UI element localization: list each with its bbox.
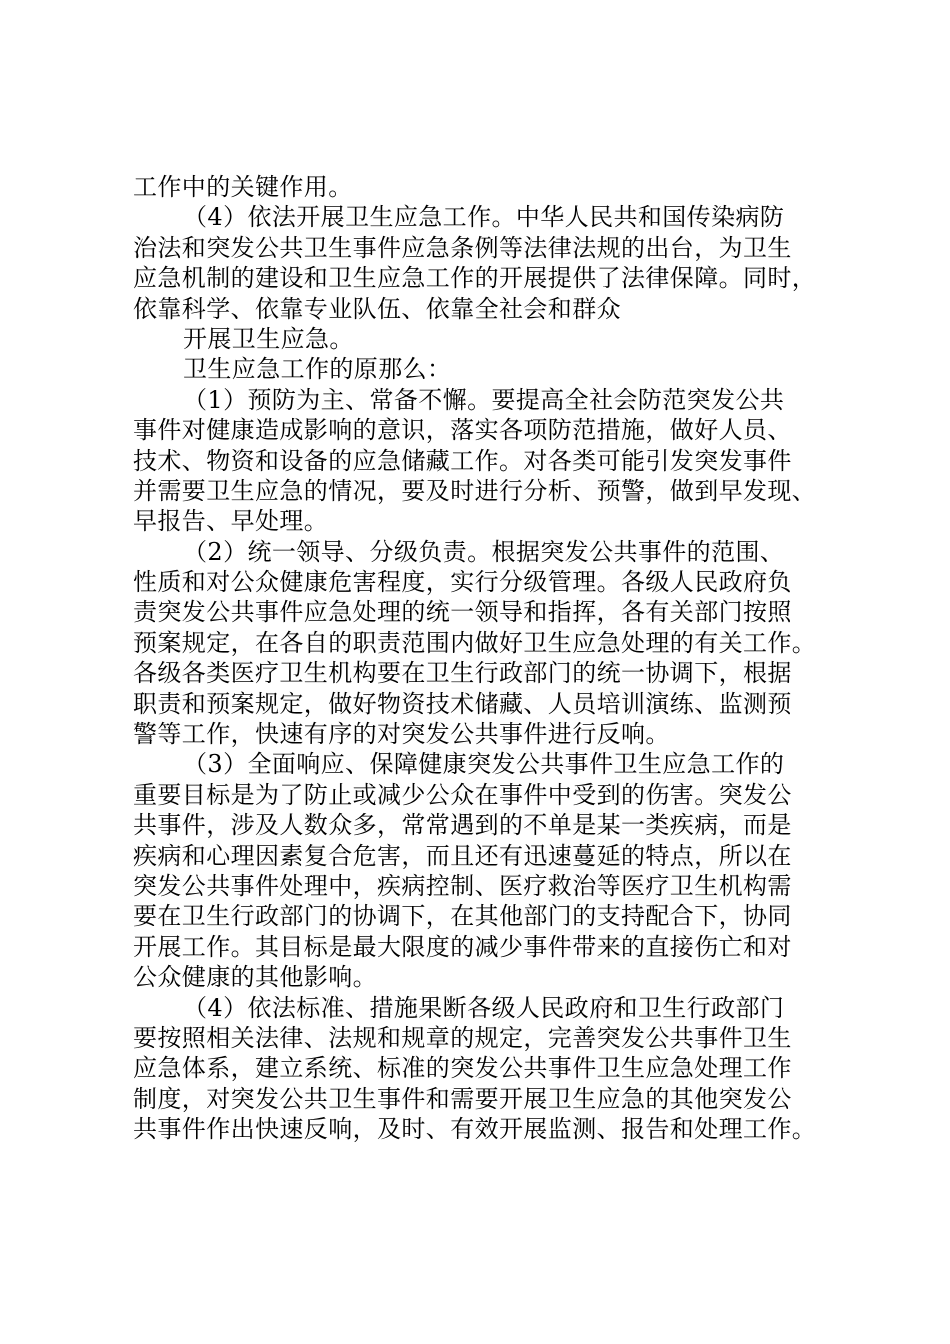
text-line: 要按照相关法律、法规和规章的规定，完善突发公共事件卫生: [133, 1023, 792, 1052]
text-line: 共事件作出快速反响，及时、有效开展监测、报告和处理工作。: [133, 1115, 817, 1144]
text-line: （2）统一领导、分级负责。根据突发公共事件的范围、: [183, 537, 785, 566]
text-line: 各级各类医疗卫生机构要在卫生行政部门的统一协调下，根据: [133, 659, 792, 688]
text-line: 应急机制的建设和卫生应急工作的开展提供了法律保障。同时，: [133, 264, 817, 293]
text-line: 公众健康的其他影响。: [133, 963, 377, 992]
text-line: 责突发公共事件应急处理的统一领导和指挥，各有关部门按照: [133, 598, 792, 627]
text-line: 事件对健康造成影响的意识，落实各项防范措施，做好人员、: [133, 416, 792, 445]
text-line: 应急体系，建立系统、标准的突发公共事件卫生应急处理工作: [133, 1054, 792, 1083]
text-line: 要在卫生行政部门的协调下，在其他部门的支持配合下，协同: [133, 902, 792, 931]
text-line: 开展工作。其目标是最大限度的减少事件带来的直接伤亡和对: [133, 932, 792, 961]
text-line: 职责和预案规定，做好物资技术储藏、人员培训演练、监测预: [133, 689, 792, 718]
document-body: [133, 172, 853, 1145]
text-line: 制度，对突发公共卫生事件和需要开展卫生应急的其他突发公: [133, 1084, 792, 1113]
text-line: 共事件，涉及人数众多，常常遇到的不单是某一类疾病，而是: [133, 811, 792, 840]
text-line: 预案规定，在各自的职责范围内做好卫生应急处理的有关工作。: [133, 628, 817, 657]
text-line: 突发公共事件处理中，疾病控制、医疗救治等医疗卫生机构需: [133, 871, 792, 900]
text-line: 开展卫生应急。: [183, 324, 354, 353]
text-line: 工作中的关键作用。: [133, 173, 353, 201]
text-line: 卫生应急工作的原那么：: [183, 355, 452, 384]
text-line: 重要目标是为了防止或减少公众在事件中受到的伤害。突发公: [133, 780, 792, 809]
text-line: 疾病和心理因素复合危害，而且还有迅速蔓延的特点，所以在: [133, 841, 792, 870]
text-line: （4）依法开展卫生应急工作。中华人民共和国传染病防: [183, 203, 785, 232]
text-line: （3）全面响应、保障健康突发公共事件卫生应急工作的: [183, 750, 785, 779]
text-line: 并需要卫生应急的情况，要及时进行分析、预警，做到早发现、: [133, 476, 817, 505]
text-line: 治法和突发公共卫生事件应急条例等法律法规的出台，为卫生: [133, 233, 792, 262]
text-line: 性质和对公众健康危害程度，实行分级管理。各级人民政府负: [133, 568, 792, 597]
text-line: 技术、物资和设备的应急储藏工作。对各类可能引发突发事件: [133, 446, 792, 475]
text-line: （4）依法标准、措施果断各级人民政府和卫生行政部门: [183, 993, 785, 1022]
text-line: 警等工作，快速有序的对突发公共事件进行反响。: [133, 720, 670, 749]
text-line: 早报告、早处理。: [133, 507, 329, 536]
text-line: （1）预防为主、常备不懈。要提高全社会防范突发公共: [183, 385, 785, 414]
text-line: 依靠科学、依靠专业队伍、依靠全社会和群众: [133, 294, 621, 323]
